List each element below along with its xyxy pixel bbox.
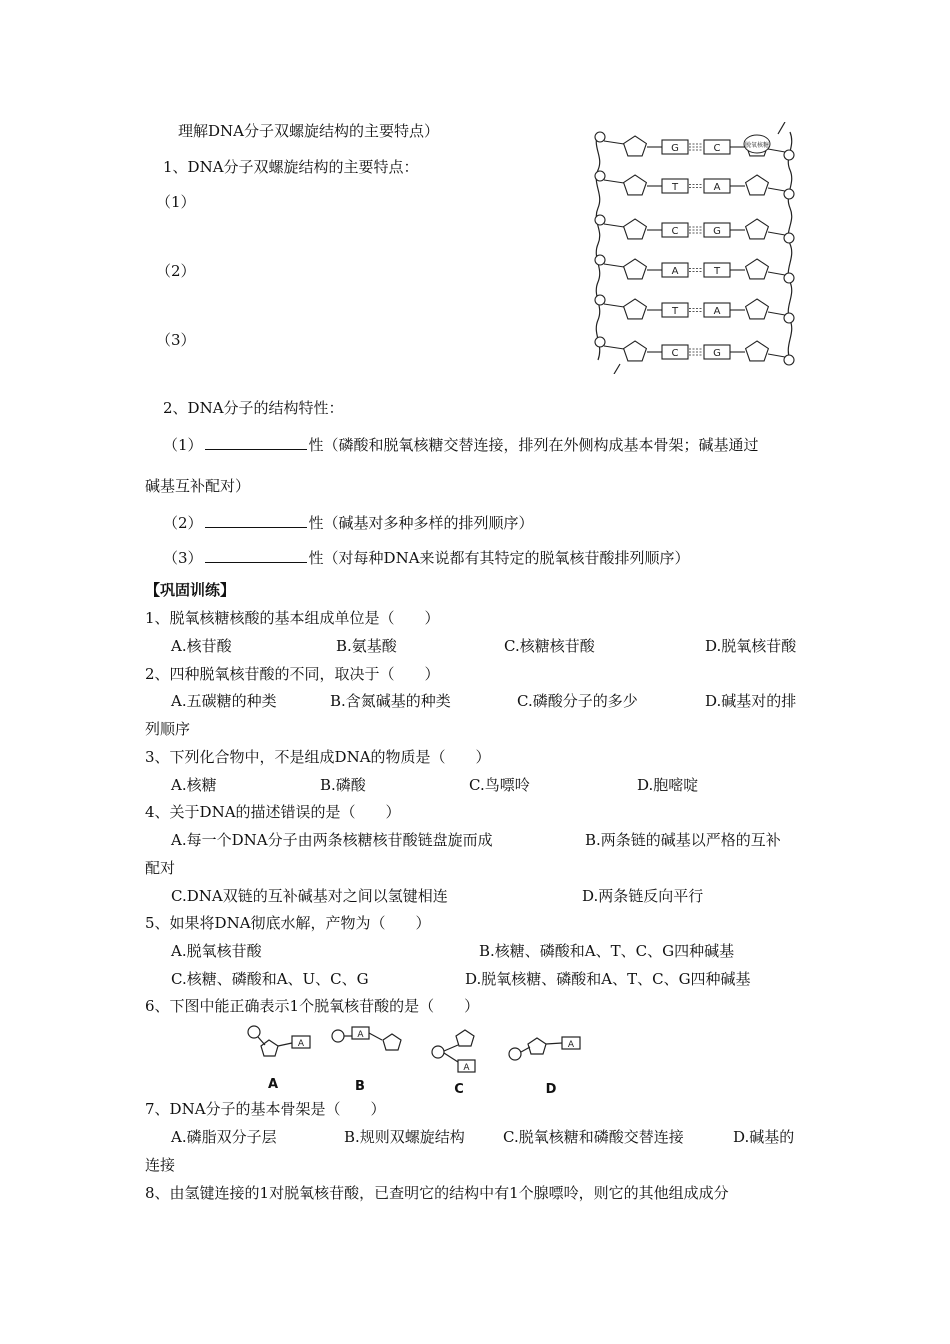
q7-option-d: D.碱基的 (733, 1128, 795, 1146)
q1-option-a: A.核苷酸 (171, 637, 232, 655)
base-letter: T (671, 306, 679, 317)
deoxyribose-label: 脱氧核糖 (744, 142, 770, 149)
q4-stem: 4、关于DNA的描述错误的是（ ） (145, 803, 401, 821)
phosphate-circle (595, 215, 605, 225)
part2-item-1 (163, 435, 759, 455)
q6-label-d: D (545, 1082, 557, 1097)
q6-stem: 6、下图中能正确表示1个脱氧核苷酸的是（ ） (145, 997, 480, 1015)
q1-item-3: （3） (156, 331, 196, 349)
deoxyribose-pentagon (624, 259, 647, 279)
q4-option-a: A.每一个DNA分子由两条核糖核苷酸链盘旋而成 (171, 831, 493, 849)
fill-blank-1[interactable] (205, 435, 307, 450)
phosphate-circle (595, 132, 605, 142)
deoxyribose-pentagon (624, 341, 647, 361)
q3-option-b: B.磷酸 (320, 776, 366, 794)
q3-stem: 3、下列化合物中，不是组成DNA的物质是（ ） (145, 748, 491, 766)
dna-double-helix-figure (590, 122, 805, 374)
base-letter: T (671, 182, 679, 193)
base-letter: G (713, 226, 721, 237)
dna-pair-row (595, 171, 794, 199)
q6-figure-d-base: A (567, 1040, 575, 1050)
base-letter: C (713, 143, 721, 154)
part2-item-3-text: 性（对每种DNA来说都有其特定的脱氧核苷酸排列顺序） (308, 549, 690, 567)
q2-option-d-cont: 列顺序 (145, 720, 191, 738)
q4-option-b-cont: 配对 (145, 859, 176, 877)
phosphate-circle (784, 150, 794, 160)
q1-option-d: D.脱氧核苷酸 (705, 637, 797, 655)
q6-figure-c-base: A (463, 1063, 470, 1073)
base-letter: A (713, 306, 721, 317)
base-letter: A (671, 266, 679, 277)
part2-item-1-num: （1） (163, 436, 203, 454)
phosphate-circle (595, 295, 605, 305)
q8-stem: 8、由氢键连接的1对脱氧核苷酸，已查明它的结构中有1个腺嘌呤，则它的其他组成成分 (145, 1184, 729, 1202)
part2-item-2-text: 性（碱基对多种多样的排列顺序） (308, 514, 534, 532)
dna-pair-row (595, 295, 794, 323)
fill-blank-2[interactable] (205, 513, 307, 528)
phosphate-circle (784, 313, 794, 323)
q4-option-b: B.两条链的碱基以严格的互补 (585, 831, 781, 849)
part2-title: 2、DNA分子的结构特性： (163, 399, 344, 417)
deoxyribose-pentagon (624, 219, 647, 239)
q5-option-d: D.脱氧核糖、磷酸和A、T、C、G四种碱基 (465, 970, 751, 988)
q1-option-c: C.核糖核苷酸 (504, 637, 595, 655)
q7-option-d-cont: 连接 (145, 1156, 176, 1174)
deoxyribose-pentagon (746, 175, 769, 195)
q1-title: 1、DNA分子双螺旋结构的主要特点： (163, 158, 419, 176)
q5-option-b: B.核糖、磷酸和A、T、C、G四种碱基 (479, 942, 735, 960)
dna-base-pair-rows (595, 132, 794, 365)
q6-figure-a-base: A (297, 1039, 305, 1049)
q7-option-b: B.规则双螺旋结构 (344, 1128, 465, 1146)
base-letter: G (713, 348, 721, 359)
base-letter: C (671, 348, 679, 359)
q6-figure-b-base: A (357, 1030, 364, 1040)
deoxyribose-pentagon (624, 175, 647, 195)
dna-pair-row (595, 255, 794, 283)
part2-item-3 (163, 548, 690, 568)
q2-option-b: B.含氮碱基的种类 (330, 692, 451, 710)
q2-stem: 2、四种脱氧核苷酸的不同，取决于（ ） (145, 665, 440, 683)
part2-item-1-cont: 碱基互补配对） (145, 477, 251, 495)
base-letter: C (671, 226, 679, 237)
q5-option-c: C.核糖、磷酸和A、U、C、G (171, 970, 369, 988)
part2-item-2 (163, 513, 534, 533)
q3-option-a: A.核糖 (171, 776, 217, 794)
q6-label-a: A (267, 1077, 279, 1092)
q3-option-d: D.胞嘧啶 (637, 776, 699, 794)
dna-pair-row (595, 215, 794, 243)
deoxyribose-pentagon (746, 219, 769, 239)
q5-option-a: A.脱氧核苷酸 (171, 942, 262, 960)
dna-pair-row (595, 337, 794, 365)
phosphate-circle (784, 355, 794, 365)
fill-blank-3[interactable] (205, 548, 307, 563)
q4-option-c: C.DNA双链的互补碱基对之间以氢键相连 (171, 887, 448, 905)
q5-stem: 5、如果将DNA彻底水解，产物为（ ） (145, 914, 431, 932)
phosphate-circle (595, 337, 605, 347)
deoxyribose-pentagon (746, 259, 769, 279)
q1-item-1: （1） (156, 193, 196, 211)
phosphate-circle (784, 189, 794, 199)
phosphate-circle (784, 273, 794, 283)
q2-option-c: C.磷酸分子的多少 (517, 692, 638, 710)
deoxyribose-pentagon (746, 341, 769, 361)
q7-option-a: A.磷脂双分子层 (171, 1128, 277, 1146)
q2-option-a: A.五碳糖的种类 (171, 692, 277, 710)
q2-option-d: D.碱基对的排 (705, 692, 797, 710)
base-letter: G (671, 143, 679, 154)
q7-stem: 7、DNA分子的基本骨架是（ ） (145, 1100, 386, 1118)
base-letter: T (713, 266, 721, 277)
q6-figures (240, 1022, 590, 1098)
phosphate-circle (595, 171, 605, 181)
q1-option-b: B.氨基酸 (336, 637, 397, 655)
intro-line: 理解DNA分子双螺旋结构的主要特点） (178, 122, 439, 140)
phosphate-circle (784, 233, 794, 243)
section-title: 【巩固训练】 (145, 581, 236, 599)
part2-item-2-num: （2） (163, 514, 203, 532)
q1-stem: 1、脱氧核糖核酸的基本组成单位是（ ） (145, 609, 440, 627)
q7-option-c: C.脱氧核糖和磷酸交替连接 (503, 1128, 684, 1146)
q6-figure-b (332, 1027, 401, 1050)
q3-option-c: C.鸟嘌呤 (469, 776, 530, 794)
deoxyribose-pentagon (624, 299, 647, 319)
q4-option-d: D.两条链反向平行 (582, 887, 704, 905)
deoxyribose-pentagon (624, 136, 647, 156)
q6-label-c: C (454, 1082, 464, 1097)
part2-item-3-num: （3） (163, 549, 203, 567)
q6-label-b: B (355, 1079, 365, 1094)
part2-item-1-text: 性（磷酸和脱氧核糖交替连接，排列在外侧构成基本骨架；碱基通过 (308, 436, 759, 454)
base-letter: A (713, 182, 721, 193)
deoxyribose-pentagon (746, 299, 769, 319)
q1-item-2: （2） (156, 262, 196, 280)
phosphate-circle (595, 255, 605, 265)
